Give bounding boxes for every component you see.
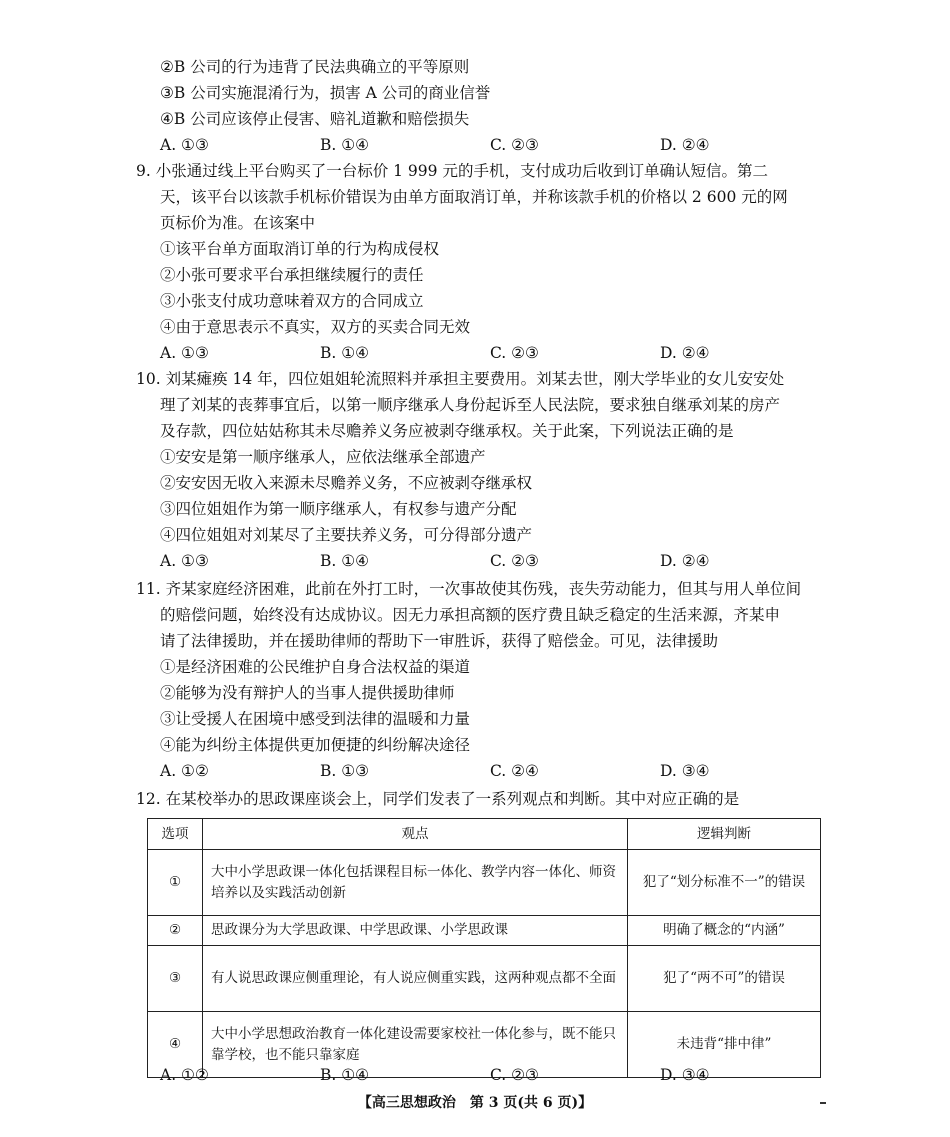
q8-options <box>160 134 860 156</box>
row-view: 大中小学思政课一体化包括课程目标一体化、教学内容一体化、师资培养以及实践活动创新 <box>203 850 628 916</box>
q12-options <box>160 1064 860 1086</box>
header-option: 选项 <box>148 819 203 850</box>
option-a[interactable]: A. ①③ <box>160 136 209 154</box>
header-view: 观点 <box>203 819 628 850</box>
q8-statement-4: ④B 公司应该停止侵害、赔礼道歉和赔偿损失 <box>160 110 470 128</box>
q10-stem-line-1: 10. 刘某瘫痪 14 年，四位姐姐轮流照料并承担主要费用。刘某去世，刚大学毕业的女儿安安处 <box>136 370 785 388</box>
q10-options <box>160 550 860 572</box>
q10-stem-line-2: 理了刘某的丧葬事宜后，以第一顺序继承人身份起诉至人民法院，要求独自继承刘某的房产 <box>160 396 781 414</box>
q11-statement-3: ③让受援人在困境中感受到法律的温暖和力量 <box>160 710 471 728</box>
row-view: 有人说思政课应侧重理论，有人说应侧重实践，这两种观点都不全面 <box>203 946 628 1012</box>
q11-stem-line-2: 的赔偿问题，始终没有达成协议。因无力承担高额的医疗费且缺乏稳定的生活来源，齐某申 <box>160 606 781 624</box>
row-option: ④ <box>148 1012 203 1078</box>
option-b[interactable]: B. ①④ <box>320 552 370 570</box>
corner-mark <box>820 1102 826 1104</box>
option-c[interactable]: C. ②③ <box>490 344 539 362</box>
page-footer: 【高三思想政治 第 3 页(共 6 页)】 <box>357 1095 593 1111</box>
q8-statement-2: ②B 公司的行为违背了民法典确立的平等原则 <box>160 58 470 76</box>
option-a[interactable]: A. ①② <box>160 762 209 780</box>
table-row <box>148 946 821 1012</box>
q9-stem-line-3: 页标价为准。在该案中 <box>160 214 316 232</box>
q11-statement-1: ①是经济困难的公民维护自身合法权益的渠道 <box>160 658 471 676</box>
q9-stem-line-1: 9. 小张通过线上平台购买了一台标价 1 999 元的手机，支付成功后收到订单确认短信。第二 <box>136 162 768 180</box>
row-option: ③ <box>148 946 203 1012</box>
option-d[interactable]: D. ②④ <box>660 552 710 570</box>
q9-options <box>160 342 860 364</box>
q10-statement-4: ④四位姐姐对刘某尽了主要扶养义务，可分得部分遗产 <box>160 526 533 544</box>
q8-statement-3: ③B 公司实施混淆行为，损害 A 公司的商业信誉 <box>160 84 491 102</box>
option-d[interactable]: D. ②④ <box>660 136 710 154</box>
option-b[interactable]: B. ①③ <box>320 762 370 780</box>
row-option: ② <box>148 916 203 946</box>
header-judgement: 逻辑判断 <box>628 819 821 850</box>
row-judgement: 犯了“划分标准不一”的错误 <box>628 850 821 916</box>
q11-options <box>160 760 860 782</box>
row-judgement: 明确了概念的“内涵” <box>628 916 821 946</box>
option-c[interactable]: C. ②③ <box>490 136 539 154</box>
option-a[interactable]: A. ①③ <box>160 552 209 570</box>
row-view: 思政课分为大学思政课、中学思政课、小学思政课 <box>203 916 628 946</box>
option-c[interactable]: C. ②③ <box>490 552 539 570</box>
q11-stem-line-3: 请了法律援助，并在援助律师的帮助下一审胜诉，获得了赔偿金。可见，法律援助 <box>160 632 719 650</box>
table-row <box>148 916 821 946</box>
table-row <box>148 850 821 916</box>
q9-statement-1: ①该平台单方面取消订单的行为构成侵权 <box>160 240 440 258</box>
option-a[interactable]: A. ①③ <box>160 344 209 362</box>
q10-statement-3: ③四位姐姐作为第一顺序继承人，有权参与遗产分配 <box>160 500 517 518</box>
option-b[interactable]: B. ①④ <box>320 344 370 362</box>
q10-stem-line-3: 及存款，四位姑姑称其未尽赡养义务应被剥夺继承权。关于此案，下列说法正确的是 <box>160 422 734 440</box>
q9-stem-line-2: 天，该平台以该款手机标价错误为由单方面取消订单，并称该款手机的价格以 2 600 元的网 <box>160 188 788 206</box>
q11-stem-line-1: 11. 齐某家庭经济困难，此前在外打工时，一次事故使其伤残，丧失劳动能力，但其与用人单位间 <box>136 580 802 598</box>
option-b[interactable]: B. ①④ <box>320 1066 370 1084</box>
row-view: 大中小学思想政治教育一体化建设需要家校社一体化参与，既不能只靠学校，也不能只靠家庭 <box>203 1012 628 1078</box>
q12-table <box>147 818 821 1078</box>
option-a[interactable]: A. ①② <box>160 1066 209 1084</box>
q11-statement-4: ④能为纠纷主体提供更加便捷的纠纷解决途径 <box>160 736 471 754</box>
q9-statement-4: ④由于意思表示不真实，双方的买卖合同无效 <box>160 318 471 336</box>
option-d[interactable]: D. ③④ <box>660 1066 710 1084</box>
row-option: ① <box>148 850 203 916</box>
option-d[interactable]: D. ②④ <box>660 344 710 362</box>
q9-statement-2: ②小张可要求平台承担继续履行的责任 <box>160 266 424 284</box>
option-d[interactable]: D. ③④ <box>660 762 710 780</box>
option-b[interactable]: B. ①④ <box>320 136 370 154</box>
q12-stem: 12. 在某校举办的思政课座谈会上，同学们发表了一系列观点和判断。其中对应正确的是 <box>136 790 740 808</box>
row-judgement: 未违背“排中律” <box>628 1012 821 1078</box>
option-c[interactable]: C. ②④ <box>490 762 539 780</box>
row-judgement: 犯了“两不可”的错误 <box>628 946 821 1012</box>
q10-statement-1: ①安安是第一顺序继承人，应依法继承全部遗产 <box>160 448 486 466</box>
q10-statement-2: ②安安因无收入来源未尽赡养义务，不应被剥夺继承权 <box>160 474 533 492</box>
q11-statement-2: ②能够为没有辩护人的当事人提供援助律师 <box>160 684 455 702</box>
q9-statement-3: ③小张支付成功意味着双方的合同成立 <box>160 292 424 310</box>
table-header-row <box>148 819 821 850</box>
option-c[interactable]: C. ②③ <box>490 1066 539 1084</box>
